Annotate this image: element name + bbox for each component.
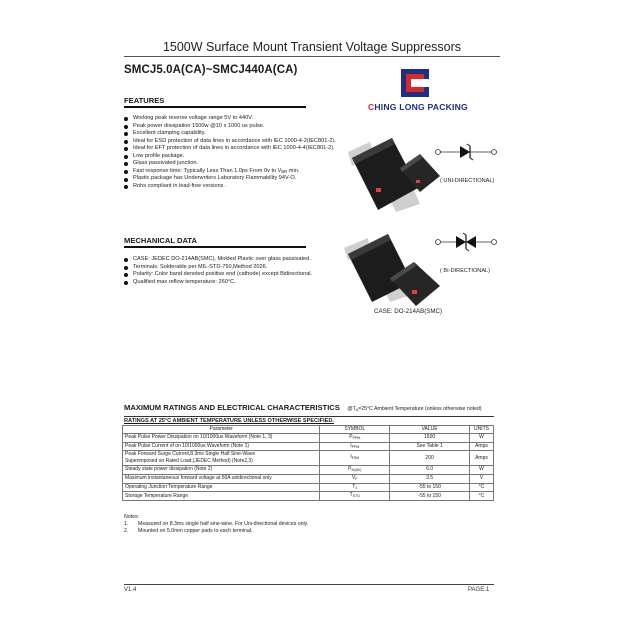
list-item: Working peak reverse voltage range 5V to 440V. <box>124 115 350 123</box>
features-heading: FEATURES <box>124 96 306 108</box>
uni-directional-diode-symbol <box>434 142 498 162</box>
list-item: Qualified max reflow temperature: 260°C. <box>124 279 350 287</box>
table-row: Operating Junction Temperature Range $T_J$ -55 to 150 °C <box>123 483 494 492</box>
column-header: SYMBOL <box>320 426 390 434</box>
list-item: Glass passivated junction. <box>124 160 350 168</box>
table-row: Peak Pulse Power Dissipation on 10/1000us Waveform (Note 1, 3) $P_{PPM}$ 1500 W <box>123 433 494 442</box>
mechanical-heading: MECHANICAL DATA <box>124 236 306 248</box>
note-item: 2. Mounted on 5.0mm copper pads to each terminal. <box>124 528 253 535</box>
footer-version: V1.4 <box>124 587 137 593</box>
column-header: Parameter <box>123 426 320 434</box>
bi-directional-label: ( BI-DIRECTIONAL) <box>440 268 491 274</box>
notes <box>124 514 308 536</box>
table-row: Maximum instantaneous forward voltage at 50A unidirectional only $V_F$ 3.5 V <box>123 474 494 483</box>
table-header-row <box>123 426 494 434</box>
case-label: CASE: DO-214AB(SMC) <box>374 308 443 315</box>
list-item: Polarity: Color band denoted positive end (cathode) except Bidirectional. <box>124 271 350 279</box>
mechanical-list <box>124 256 350 286</box>
ratings-table <box>122 425 494 501</box>
smc-package-image-bi-top <box>388 258 442 310</box>
list-item: Low profile package. <box>124 153 350 161</box>
list-item: Peak power dissipation 1500w @10 x 1000 us pulse. <box>124 123 350 131</box>
document-title: 1500W Surface Mount Transient Voltage Suppressors <box>124 40 500 57</box>
table-row: Peak Forward Surge Current,8.3ms Single Half Sine-Wave Superimposed on Rated Load,(JEDEC Method) (Note2,3) $I_{FSM}$ 200 Amps <box>123 451 494 466</box>
max-ratings-heading: MAXIMUM RATINGS AND ELECTRICAL CHARACTERISTICS $@T_A=25^\circ C$ Ambient Temperature (unless otherwise noted) <box>124 397 494 417</box>
part-number-range: SMCJ5.0A(CA)~SMCJ440A(CA) <box>124 64 298 76</box>
table-row: Peak Pulse Current of on 10/1000us Waveform (Note 1) $I_{PPM}$ See Table 1 Amps <box>123 442 494 451</box>
table-row: Steady state power dissipation (Note 2) $P_{M(AV)}$ 6.0 W <box>123 465 494 474</box>
footer-page-number: PAGE.1 <box>468 587 490 593</box>
list-item: Plastic package has Underwriters Laboratory Flammability 94V-O. <box>124 175 350 183</box>
column-header: UNITS <box>469 426 493 434</box>
table-row: Storage Temperature Range $T_{STG}$ -55 to 150 °C <box>123 492 494 501</box>
features-list <box>124 115 350 190</box>
ratings-subheading: RATINGS AT 25°C AMBIENT TEMPERATURE UNLESS OTHERWISE SPECIFIED. <box>124 418 334 424</box>
notes-heading: Notes: <box>124 514 139 520</box>
note-item: 1. Measured on 8.3ms single half sine-wine. For Uni-directional devices only. <box>124 521 309 528</box>
company-name: CHING LONG PACKING <box>368 102 468 112</box>
cl-logo-icon <box>400 68 430 98</box>
list-item: Ideal for EFT protection of data lines in accordance with IEC 1000-4-4(IEC801-2). <box>124 145 350 153</box>
uni-directional-label: ( UNI-DIRECTIONAL) <box>440 178 495 184</box>
column-header: VALUE <box>390 426 470 434</box>
footer-divider <box>124 584 494 585</box>
list-item: Rohs compliant in lead-free versions . <box>124 183 350 191</box>
list-item: Fast response time: Typically Less Than 1.0ps From 0v to $V_{BR}$ min. <box>124 168 350 176</box>
list-item: Terminals: Solderable per MIL-STD-750,Method 2026. <box>124 264 350 272</box>
list-item: CASE: JEDEC DO-214AB(SMC), Molded Plastic over glass passivated. <box>124 256 350 264</box>
bi-directional-diode-symbol <box>434 232 498 252</box>
list-item: Excellent clamping capability. <box>124 130 350 138</box>
list-item: Ideal for ESD protection of data lines in accordance with IEC 1000-4-2(IEC801-2). <box>124 138 350 146</box>
